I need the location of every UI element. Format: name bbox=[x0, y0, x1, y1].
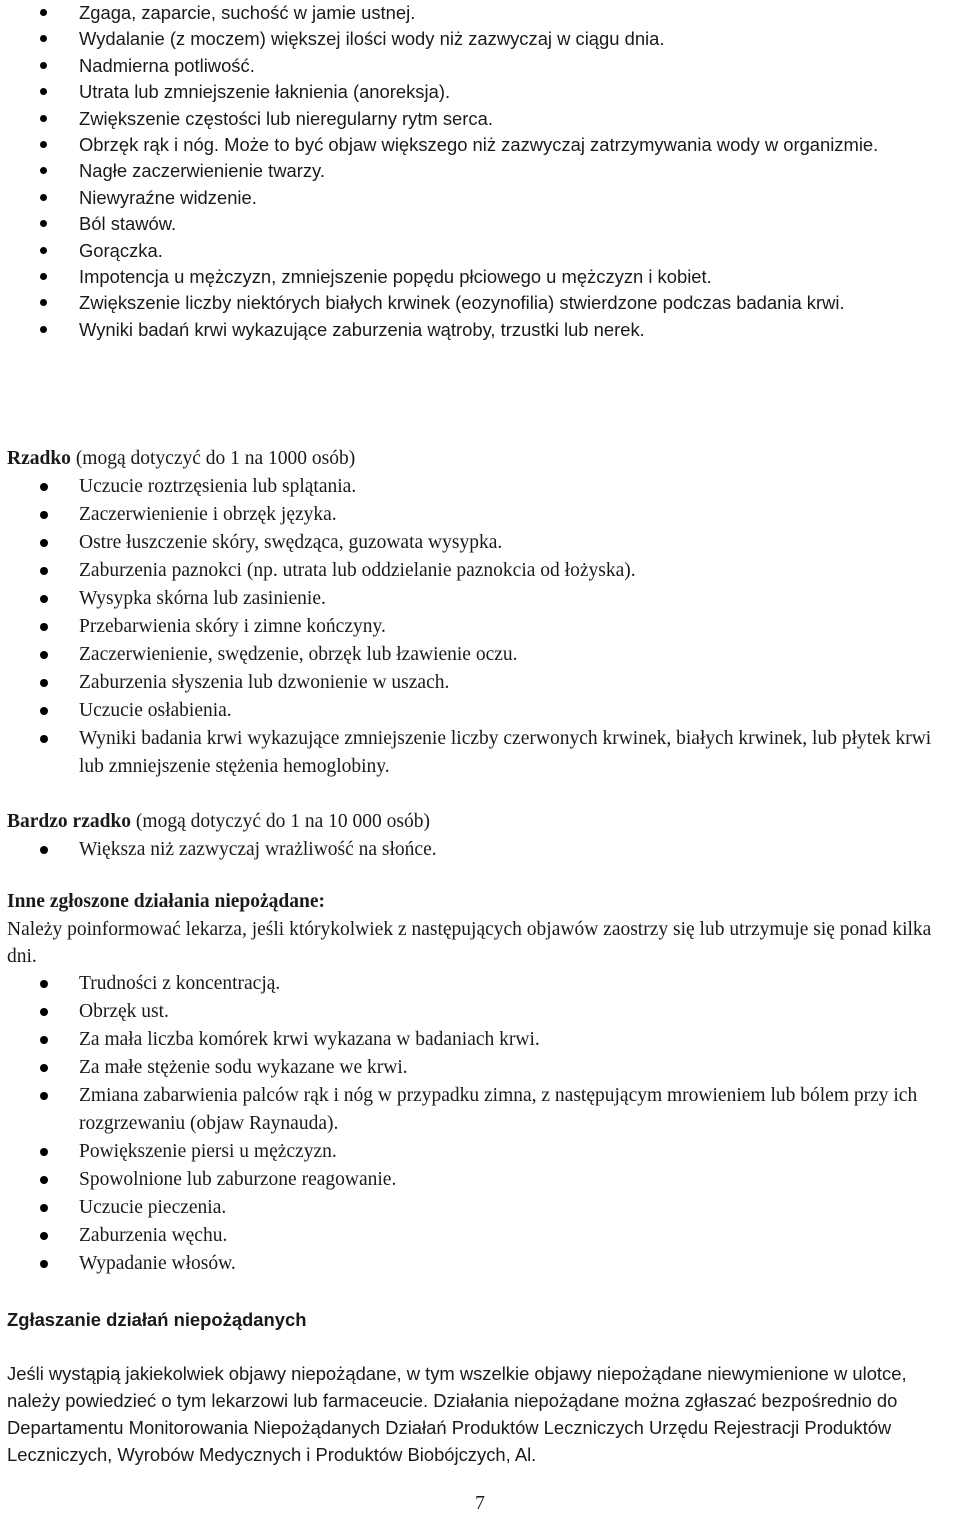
other-effects-heading-text: Inne zgłoszone działania niepożądane: bbox=[7, 891, 325, 912]
bullet-icon bbox=[40, 511, 48, 519]
list-item-text: Zaburzenia węchu. bbox=[79, 1225, 228, 1246]
bullet-icon bbox=[40, 9, 47, 16]
list-item bbox=[0, 641, 960, 669]
bullet-icon bbox=[40, 115, 47, 122]
list-item bbox=[0, 529, 960, 557]
bullet-icon bbox=[40, 707, 48, 715]
list-item-text: Utrata lub zmniejszenie łaknienia (anoreksja). bbox=[79, 81, 451, 103]
rare-effects-list bbox=[0, 473, 960, 781]
list-item bbox=[0, 1222, 960, 1250]
list-item bbox=[0, 669, 960, 697]
list-item-text: Spowolnione lub zaburzone reagowanie. bbox=[79, 1169, 397, 1190]
bullet-icon bbox=[40, 326, 47, 333]
list-item bbox=[0, 211, 960, 237]
list-item bbox=[0, 79, 960, 105]
reporting-paragraph: Jeśli wystąpią jakiekolwiek objawy niepożądane, w tym wszelkie objawy niepożądane niewymienione w ulotce, należy powiedzieć o tym lekarzowi lub farmaceucie. Działania niepożądane można zgłaszać bezpośrednio do Departamentu Monitorowania Niepożądanych Działań Produktów Leczniczych Urzędu Rejestracji Produktów Leczniczych, Wyrobów Medycznych i Produktów Biobójczych, Al. bbox=[7, 1363, 907, 1465]
list-item-text: Obrzęk rąk i nóg. Może to być objaw większego niż zazwyczaj zatrzymywania wody w organizmie. bbox=[79, 134, 879, 156]
bullet-icon bbox=[40, 141, 47, 148]
bullet-icon bbox=[40, 846, 48, 854]
list-item bbox=[0, 725, 960, 781]
list-item-text: Ostre łuszczenie skóry, swędząca, guzowata wysypka. bbox=[79, 532, 503, 553]
list-item-text: Zmiana zabarwienia palców rąk i nóg w przypadku zimna, z następującym mrowieniem lub bólem przy ich rozgrzewaniu (objaw Raynauda). bbox=[79, 1085, 918, 1134]
list-item-text: Zgaga, zaparcie, suchość w jamie ustnej. bbox=[79, 2, 416, 23]
list-item bbox=[0, 185, 960, 211]
bullet-icon bbox=[40, 35, 47, 42]
list-item-text: Zwiększenie liczby niektórych białych krwinek (eozynofilia) stwierdzone podczas badania krwi. bbox=[79, 292, 845, 314]
very-rare-heading-rest: (mogą dotyczyć do 1 na 10 000 osób) bbox=[131, 811, 430, 832]
bullet-icon bbox=[40, 980, 48, 988]
list-item-text: Wypadanie włosów. bbox=[79, 1253, 236, 1274]
list-item bbox=[0, 697, 960, 725]
list-item-text: Wyniki badania krwi wykazujące zmniejszenie liczby czerwonych krwinek, białych krwinek, lub płytek krwi lub zmniejszenie stężenia hemoglobiny. bbox=[79, 728, 932, 777]
bullet-icon bbox=[40, 194, 47, 201]
bullet-icon bbox=[40, 62, 47, 69]
list-item-text: Obrzęk ust. bbox=[79, 1001, 169, 1022]
list-item bbox=[0, 473, 960, 501]
list-item-text: Zaczerwienienie i obrzęk języka. bbox=[79, 504, 337, 525]
list-item-text: Trudności z koncentracją. bbox=[79, 973, 281, 994]
list-item bbox=[0, 613, 960, 641]
list-item-text: Zwiększenie częstości lub nieregularny rytm serca. bbox=[79, 107, 493, 129]
list-item bbox=[0, 1166, 960, 1194]
bullet-icon bbox=[40, 273, 47, 280]
list-item bbox=[0, 264, 960, 290]
bullet-icon bbox=[40, 1064, 48, 1072]
list-item bbox=[0, 1138, 960, 1166]
list-item-text: Niewyraźne widzenie. bbox=[79, 186, 257, 208]
bullet-icon bbox=[40, 247, 47, 254]
reporting-heading-text: Zgłaszanie działań niepożądanych bbox=[7, 1309, 307, 1330]
rare-effects-section bbox=[0, 473, 960, 781]
list-item bbox=[0, 1026, 960, 1054]
list-item bbox=[0, 585, 960, 613]
list-item-text: Nagłe zaczerwienienie twarzy. bbox=[79, 160, 325, 182]
list-item bbox=[0, 836, 960, 864]
very-rare-heading bbox=[7, 808, 430, 836]
other-effects-list bbox=[0, 970, 960, 1278]
list-item-text: Wyniki badań krwi wykazujące zaburzenia wątroby, trzustki lub nerek. bbox=[79, 318, 645, 340]
list-item bbox=[0, 290, 960, 316]
bullet-icon bbox=[40, 735, 48, 743]
bullet-icon bbox=[40, 1092, 48, 1100]
list-item bbox=[0, 53, 960, 79]
list-item-text: Za mała liczba komórek krwi wykazana w badaniach krwi. bbox=[79, 1029, 540, 1050]
list-item-text: Za małe stężenie sodu wykazane we krwi. bbox=[79, 1057, 408, 1078]
list-item bbox=[0, 238, 960, 264]
list-item bbox=[0, 557, 960, 585]
rare-heading bbox=[7, 445, 355, 473]
list-item-text: Przebarwienia skóry i zimne kończyny. bbox=[79, 616, 386, 637]
list-item-text: Zaczerwienienie, swędzenie, obrzęk lub łzawienie oczu. bbox=[79, 644, 518, 665]
rare-heading-bold: Rzadko bbox=[7, 448, 71, 469]
bullet-icon bbox=[40, 483, 48, 491]
list-item-text: Wysypka skórna lub zasinienie. bbox=[79, 588, 326, 609]
very-rare-effects-section bbox=[0, 836, 960, 864]
list-item-text: Większa niż zazwyczaj wrażliwość na słońce. bbox=[79, 839, 437, 860]
rare-heading-rest: (mogą dotyczyć do 1 na 1000 osób) bbox=[70, 448, 356, 469]
common-effects-list bbox=[0, 0, 960, 343]
list-item bbox=[0, 317, 960, 343]
list-item-text: Uczucie pieczenia. bbox=[79, 1197, 227, 1218]
bullet-icon bbox=[40, 679, 48, 687]
bullet-icon bbox=[40, 567, 48, 575]
bullet-icon bbox=[40, 595, 48, 603]
list-item bbox=[0, 106, 960, 132]
list-item bbox=[0, 501, 960, 529]
list-item-text: Gorączka. bbox=[79, 239, 163, 261]
other-effects-heading bbox=[7, 888, 325, 916]
bullet-icon bbox=[40, 1204, 48, 1212]
list-item-text: Ból stawów. bbox=[79, 213, 177, 235]
list-item-text: Impotencja u mężczyzn, zmniejszenie popędu płciowego u mężczyzn i kobiet. bbox=[79, 266, 712, 288]
list-item bbox=[0, 1082, 960, 1138]
list-item bbox=[0, 158, 960, 184]
bullet-icon bbox=[40, 1148, 48, 1156]
bullet-icon bbox=[40, 299, 47, 306]
list-item bbox=[0, 998, 960, 1026]
list-item-text: Uczucie roztrzęsienia lub splątania. bbox=[79, 476, 357, 497]
other-effects-intro: Należy poinformować lekarza, jeśli którykolwiek z następujących objawów zaostrzy się lub utrzymuje się ponad kilka dni. bbox=[7, 919, 932, 967]
list-item-text: Zaburzenia paznokci (np. utrata lub oddzielanie paznokcia od łożyska). bbox=[79, 560, 636, 581]
list-item-text: Zaburzenia słyszenia lub dzwonienie w uszach. bbox=[79, 672, 450, 693]
list-item-text: Uczucie osłabienia. bbox=[79, 700, 232, 721]
bullet-icon bbox=[40, 623, 48, 631]
bullet-icon bbox=[40, 1176, 48, 1184]
other-effects-section bbox=[0, 970, 960, 1278]
bullet-icon bbox=[40, 1260, 48, 1268]
list-item bbox=[0, 1194, 960, 1222]
list-item bbox=[0, 1250, 960, 1278]
bullet-icon bbox=[40, 220, 47, 227]
bullet-icon bbox=[40, 1232, 48, 1240]
list-item bbox=[0, 26, 960, 52]
list-item bbox=[0, 132, 960, 158]
bullet-icon bbox=[40, 651, 48, 659]
bullet-icon bbox=[40, 1036, 48, 1044]
bullet-icon bbox=[40, 539, 48, 547]
list-item-text: Nadmierna potliwość. bbox=[79, 54, 255, 76]
very-rare-effects-list bbox=[0, 836, 960, 864]
common-effects-section bbox=[0, 0, 960, 343]
very-rare-heading-bold: Bardzo rzadko bbox=[7, 811, 132, 832]
list-item bbox=[0, 1054, 960, 1082]
reporting-heading bbox=[7, 1306, 306, 1334]
list-item-text: Powiększenie piersi u mężczyzn. bbox=[79, 1141, 337, 1162]
bullet-icon bbox=[40, 167, 47, 174]
bullet-icon bbox=[40, 88, 47, 95]
list-item bbox=[0, 0, 960, 26]
page-number: 7 bbox=[475, 1493, 485, 1514]
bullet-icon bbox=[40, 1008, 48, 1016]
list-item-text: Wydalanie (z moczem) większej ilości wody niż zazwyczaj w ciągu dnia. bbox=[79, 28, 665, 50]
list-item bbox=[0, 970, 960, 998]
